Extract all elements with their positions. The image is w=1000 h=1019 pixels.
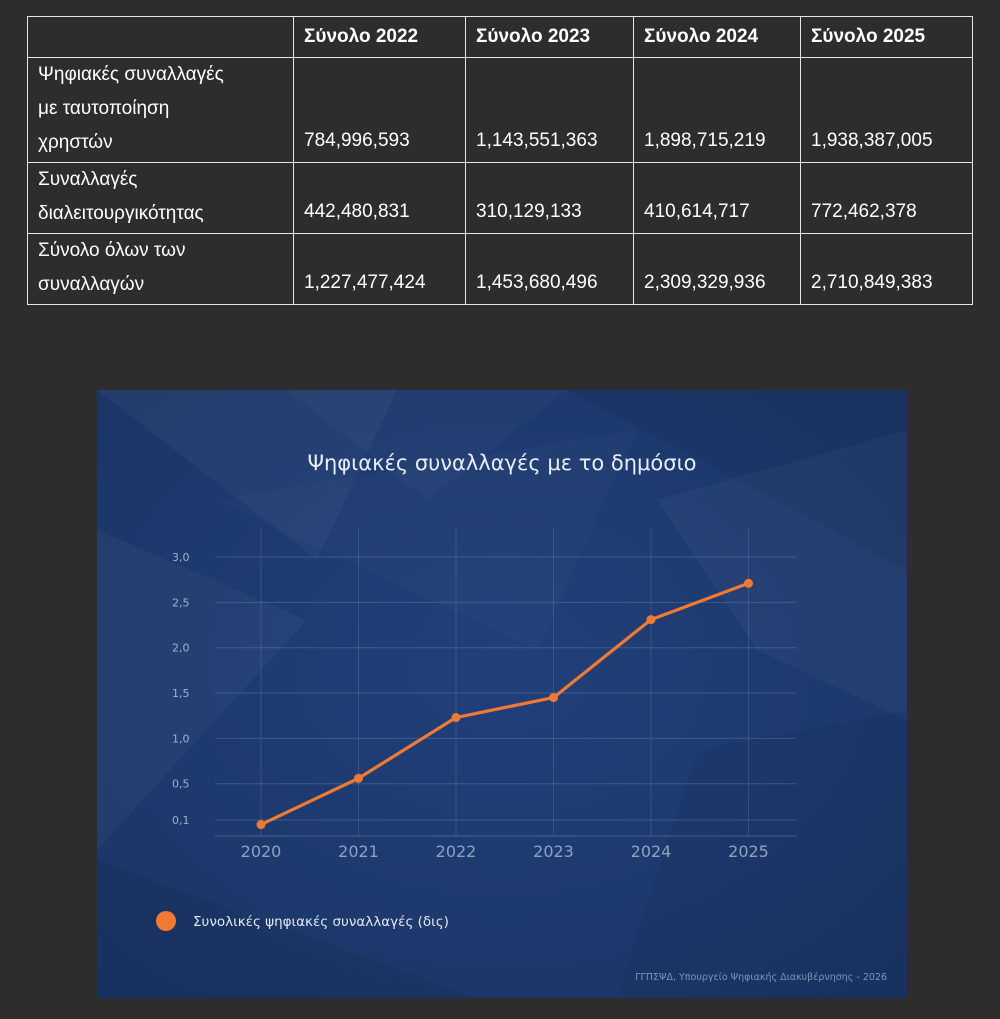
table-cell-2023: 310,129,133: [466, 163, 634, 234]
row-label-line: συναλλαγών: [38, 274, 145, 295]
table-cell-2025: 1,938,387,005: [801, 58, 973, 163]
data-point: [744, 579, 753, 588]
header-cell-2023: Σύνολο 2023: [466, 17, 634, 58]
header-cell-2024: Σύνολο 2024: [634, 17, 801, 58]
data-point: [257, 820, 266, 829]
y-tick-label: 0,5: [172, 777, 190, 791]
x-tick-label: 2021: [338, 842, 379, 861]
table-cell-2025: 2,710,849,383: [801, 234, 973, 305]
table-cell-2022: 784,996,593: [294, 58, 466, 163]
header-cell-2025: Σύνολο 2025: [801, 17, 973, 58]
y-tick-label: 0,1: [172, 814, 190, 827]
y-tick-label: 1,0: [172, 732, 190, 746]
row-label-line: διαλειτουργικότητας: [38, 203, 204, 224]
row-label-line: Σύνολο όλων των: [38, 240, 186, 261]
chart-title: Ψηφιακές συναλλαγές με το δημόσιο: [307, 451, 697, 475]
table-cell-2023: 1,453,680,496: [466, 234, 634, 305]
row-label-line: χρηστών: [38, 132, 113, 153]
line-chart: [97, 390, 907, 998]
transactions-table: [27, 16, 973, 305]
table-cell-2022: 442,480,831: [294, 163, 466, 234]
row-label: [28, 234, 294, 305]
table-row-interoperability-transactions: [28, 163, 973, 234]
header-cell-empty: [28, 17, 294, 58]
table-cell-2024: 1,898,715,219: [634, 58, 801, 163]
table-cell-2022: 1,227,477,424: [294, 234, 466, 305]
data-point: [549, 693, 558, 702]
row-label: [28, 58, 294, 163]
x-tick-label: 2022: [435, 842, 477, 861]
table-cell-2023: 1,143,551,363: [466, 58, 634, 163]
line-chart-card: [97, 390, 907, 998]
x-tick-label: 2020: [240, 842, 282, 861]
data-point: [647, 615, 656, 624]
source-note: ΓΓΠΣΨΔ, Υπουργείο Ψηφιακής Διακυβέρνησης - 2026: [635, 972, 887, 983]
data-point: [452, 713, 461, 722]
table-cell-2024: 410,614,717: [634, 163, 801, 234]
row-label-line: Συναλλαγές: [38, 169, 138, 190]
data-point: [354, 774, 363, 783]
table-row-total-transactions: [28, 234, 973, 305]
x-tick-label: 2023: [533, 842, 574, 861]
y-tick-label: 2,0: [172, 641, 190, 655]
y-tick-label: 3,0: [172, 551, 190, 564]
x-tick-label: 2024: [630, 842, 672, 861]
row-label-line: Ψηφιακές συναλλαγές: [38, 64, 224, 85]
header-cell-2022: Σύνολο 2022: [294, 17, 466, 58]
legend-marker: [156, 911, 176, 931]
row-label: [28, 163, 294, 234]
table-row-identified-transactions: [28, 58, 973, 163]
y-tick-label: 1,5: [172, 687, 190, 701]
y-tick-label: 2,5: [172, 596, 190, 610]
table-cell-2024: 2,309,329,936: [634, 234, 801, 305]
row-label-line: με ταυτοποίηση: [38, 98, 170, 119]
legend-label: Συνολικές ψηφιακές συναλλαγές (δις): [193, 914, 449, 930]
table-cell-2025: 772,462,378: [801, 163, 973, 234]
table-header-row: [28, 17, 973, 58]
legend: [156, 911, 449, 931]
x-tick-label: 2025: [728, 842, 769, 861]
